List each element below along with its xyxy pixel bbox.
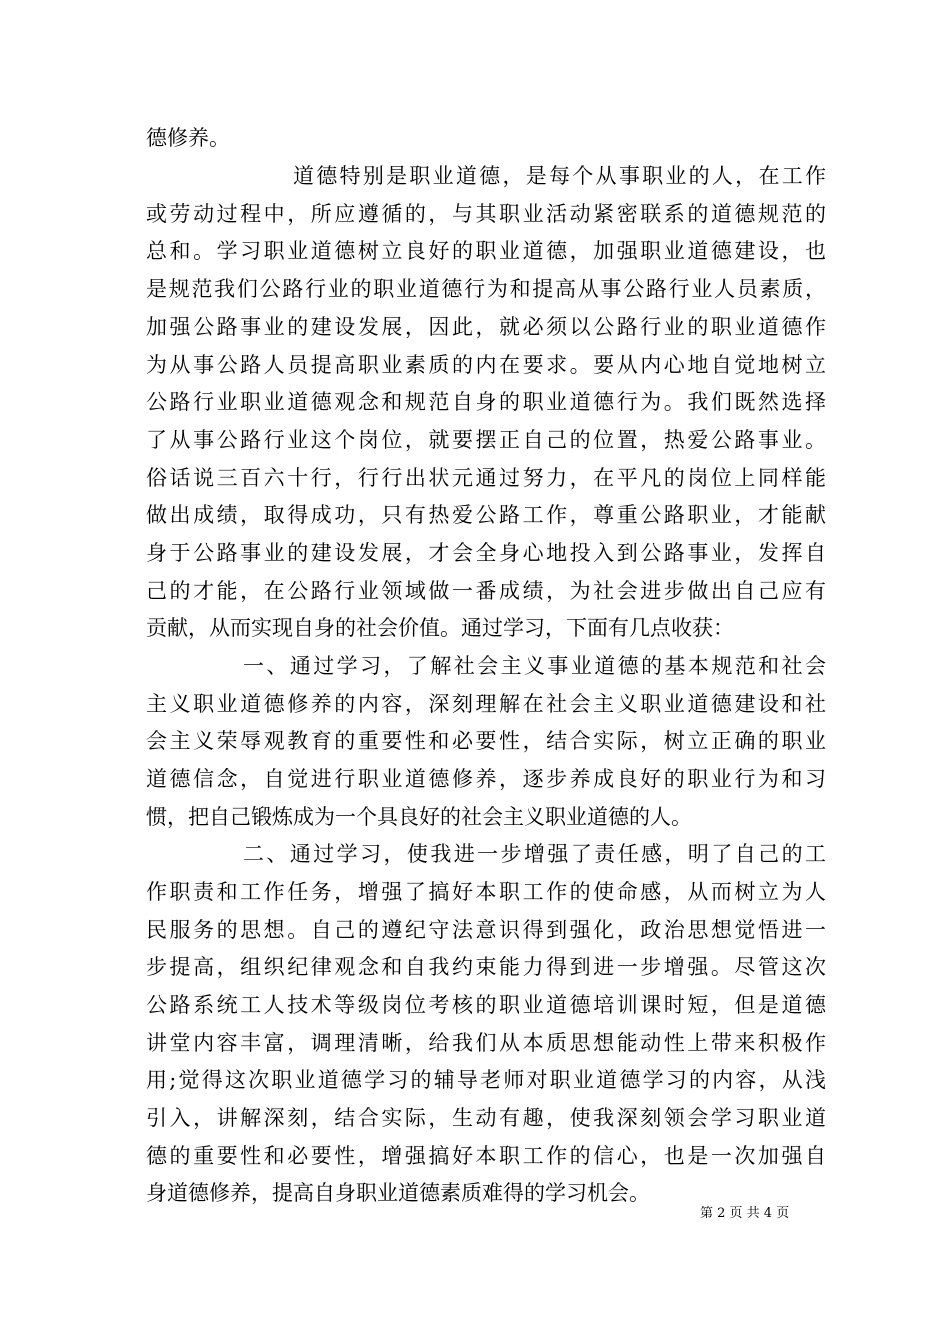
paragraph-line: 德的重要性和必要性，增强搞好本职工作的信心，也是一次加强自: [146, 1144, 826, 1168]
paragraph-line: 或劳动过程中，所应遵循的，与其职业活动紧密联系的道德规范的: [146, 202, 826, 226]
paragraph-line: 道德特别是职业道德，是每个从事职业的人，在工作: [293, 164, 826, 188]
paragraph-line: 了从事公路行业这个岗位，就要摆正自己的位置，热爱公路事业。: [146, 428, 826, 452]
paragraph-line: 引入，讲解深刻，结合实际，生动有趣，使我深刻领会学习职业道: [146, 1106, 826, 1130]
paragraph-line: 二、通过学习，使我进一步增强了责任感，明了自己的工: [243, 842, 826, 866]
paragraph-line: 身于公路事业的建设发展，才会全身心地投入到公路事业，发挥自: [146, 541, 826, 565]
paragraph-line: 道德信念，自觉进行职业道德修养，逐步养成良好的职业行为和习: [146, 767, 826, 791]
paragraph-line: 会主义荣辱观教育的重要性和必要性，结合实际，树立正确的职业: [146, 729, 826, 753]
paragraph-line: 做出成绩，取得成功，只有热爱公路工作，尊重公路职业，才能献: [146, 503, 826, 527]
paragraph-line: 公路行业职业道德观念和规范自身的职业道德行为。我们既然选择: [146, 390, 826, 414]
paragraph-line: 是规范我们公路行业的职业道德行为和提高从事公路行业人员素质，: [146, 277, 826, 301]
paragraph-line: 为从事公路人员提高职业素质的内在要求。要从内心地自觉地树立: [146, 353, 826, 377]
paragraph-line: 身道德修养，提高自身职业道德素质难得的学习机会。: [146, 1181, 650, 1205]
paragraph-line: 民服务的思想。自己的遵纪守法意识得到强化，政治思想觉悟进一: [146, 918, 826, 942]
paragraph-line: 德修养。: [146, 126, 230, 150]
paragraph-line: 作职责和工作任务，增强了搞好本职工作的使命感，从而树立为人: [146, 880, 826, 904]
paragraph-line: 公路系统工人技术等级岗位考核的职业道德培训课时短，但是道德: [146, 993, 826, 1017]
paragraph-line: 俗话说三百六十行，行行出状元通过努力，在平凡的岗位上同样能: [146, 466, 826, 490]
paragraph-line: 步提高，组织纪律观念和自我约束能力得到进一步增强。尽管这次: [146, 955, 826, 979]
paragraph-line: 一、通过学习，了解社会主义事业道德的基本规范和社会: [243, 654, 826, 678]
paragraph-line: 惯，把自己锻炼成为一个具良好的社会主义职业道德的人。: [146, 805, 692, 829]
paragraph-line: 主义职业道德修养的内容，深刻理解在社会主义职业道德建设和社: [146, 692, 826, 716]
page-number-footer: 第 2 页 共 4 页: [700, 1206, 790, 1221]
paragraph-line: 用;觉得这次职业道德学习的辅导老师对职业道德学习的内容，从浅: [146, 1068, 826, 1092]
paragraph-line: 总和。学习职业道德树立良好的职业道德，加强职业道德建设，也: [146, 239, 826, 263]
paragraph-line: 己的才能，在公路行业领域做一番成绩，为社会进步做出自己应有: [146, 579, 826, 603]
paragraph-line: 讲堂内容丰富，调理清晰，给我们从本质思想能动性上带来积极作: [146, 1031, 826, 1055]
paragraph-line: 加强公路事业的建设发展，因此，就必须以公路行业的职业道德作: [146, 315, 826, 339]
paragraph-line: 贡献，从而实现自身的社会价值。通过学习，下面有几点收获：: [146, 616, 734, 640]
